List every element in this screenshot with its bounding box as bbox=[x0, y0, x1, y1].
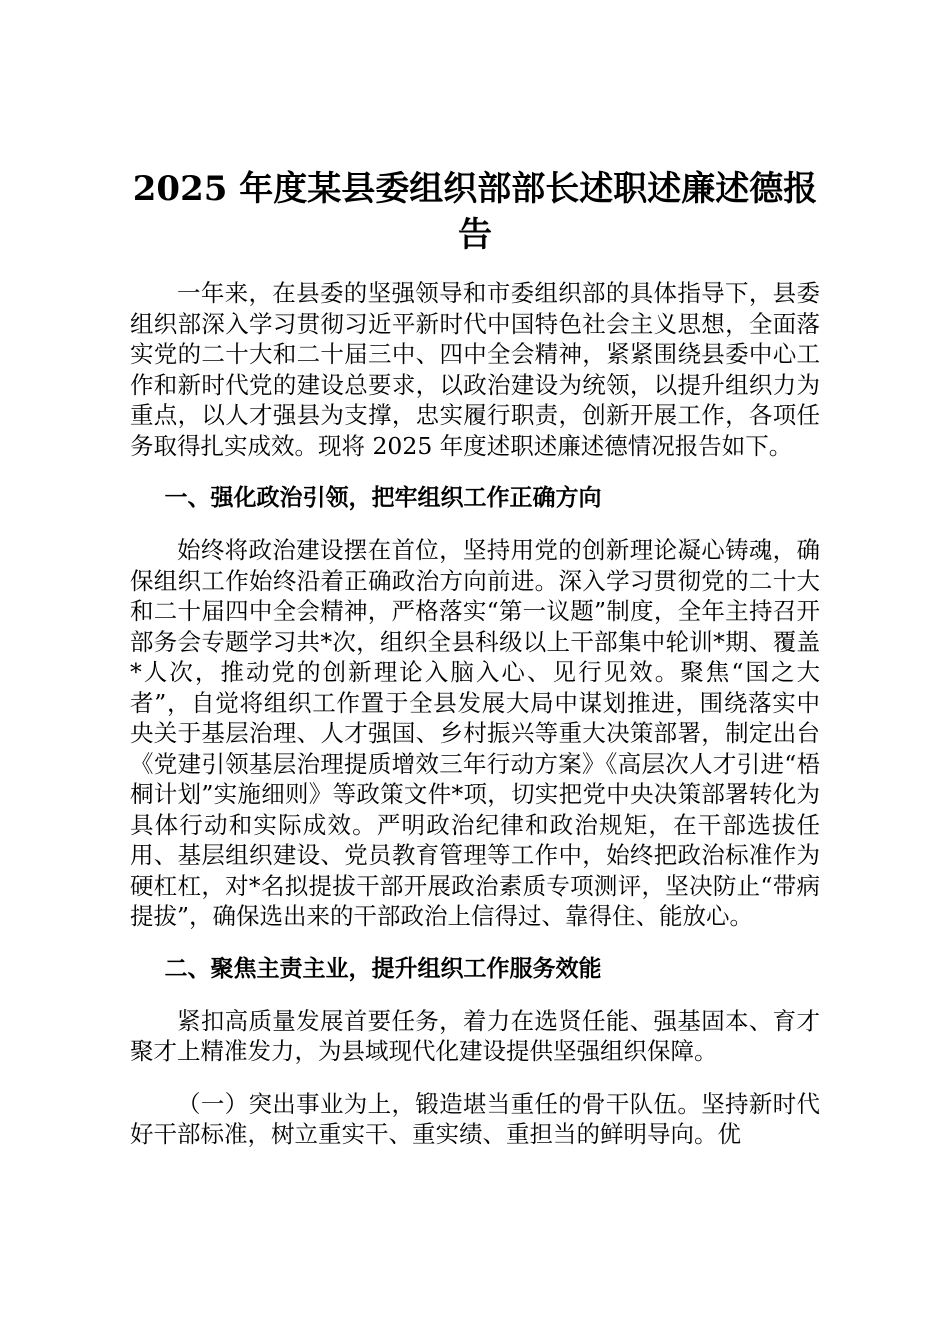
document-body bbox=[130, 278, 820, 1172]
intro-paragraph: 一年来，在县委的坚强领导和市委组织部的具体指导下，县委组织部深入学习贯彻习近平新时代中国特色社会主义思想，全面落实党的二十大和二十届三中、四中全会精神，紧紧围绕县委中心工作和新时代党的建设总要求，以政治建设为统领，以提升组织力为重点，以人才强县为支撑，忠实履行职责，创新开展工作，各项任务取得扎实成效。现将 2025 年度述职述廉述德情况报告如下。 bbox=[130, 279, 820, 460]
section-heading-2: 二、聚焦主责主业，提升组织工作服务效能 bbox=[164, 954, 602, 982]
section-2-intro-paragraph: 紧扣高质量发展首要任务，着力在选贤任能、强基固本、育才聚才上精准发力，为县域现代化建设提供坚强组织保障。 bbox=[130, 1006, 820, 1065]
section-heading-1: 一、强化政治引领，把牢组织工作正确方向 bbox=[164, 484, 602, 511]
document-title: 2025 年度某县委组织部部长述职述廉述德报告 bbox=[132, 169, 818, 255]
subsection-1-paragraph: （一）突出事业为上，锻造堪当重任的骨干队伍。坚持新时代好干部标准，树立重实干、重实绩、重担当的鲜明导向。优 bbox=[130, 1089, 820, 1148]
section-1-paragraph: 始终将政治建设摆在首位，坚持用党的创新理论凝心铸魂，确保组织工作始终沿着正确政治方向前进。深入学习贯彻党的二十大和二十届四中全会精神，严格落实“第一议题”制度，全年主持召开部务会专题学习共*次，组织全县科级以上干部集中轮训*期、覆盖*人次，推动党的创新理论入脑入心、见行见效。聚焦“国之大者”，自觉将组织工作置于全县发展大局中谋划推进，围绕落实中央关于基层治理、人才强国、乡村振兴等重大决策部署，制定出台《党建引领基层治理提质增效三年行动方案》《高层次人才引进“梧桐计划”实施细则》等政策文件*项，切实把党中央决策部署转化为具体行动和实际成效。严明政治纪律和政治规矩，在干部选拔任用、基层组织建设、党员教育管理等工作中，始终把政治标准作为硬杠杠，对*名拟提拔干部开展政治素质专项测评，坚决防止“带病提拔”，确保选出来的干部政治上信得过、靠得住、能放心。 bbox=[130, 536, 820, 930]
